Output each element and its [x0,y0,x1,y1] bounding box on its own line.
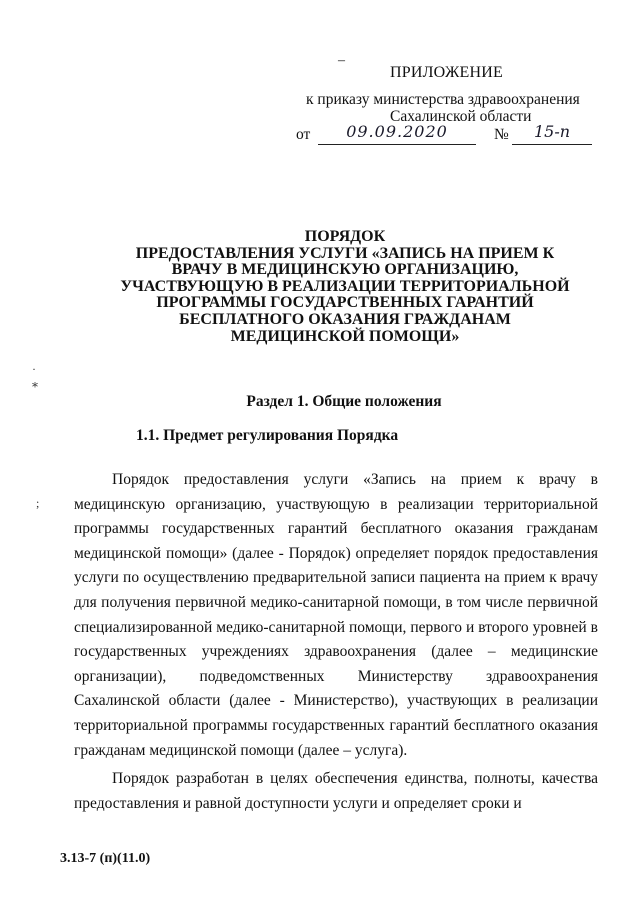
scan-speck: ; [36,496,40,510]
title-line: ВРАЧУ В МЕДИЦИНСКУЮ ОРГАНИЗАЦИЮ, [171,261,519,279]
title-line: МЕДИЦИНСКОЙ ПОМОЩИ» [230,327,460,345]
appendix-region-line: Сахалинской области [390,108,532,125]
order-date-handwritten: 09.09.2020 [318,122,476,145]
appendix-reference-line: к приказу министерства здравоохранения [306,91,580,108]
document-code: 3.13-7 (п)(11.0) [60,851,151,866]
body-text [74,468,598,816]
subsection-heading: 1.1. Предмет регулирования Порядка [136,427,399,444]
scan-speck: ⁎ [32,376,38,390]
title-line: БЕСПЛАТНОГО ОКАЗАНИЯ ГРАЖДАНАМ [179,310,511,328]
order-number-handwritten: 15-п [512,122,592,145]
from-label: от [296,126,311,143]
header-dash: – [338,53,345,68]
title-line: ПРОГРАММЫ ГОСУДАРСТВЕННЫХ ГАРАНТИЙ [156,294,534,312]
title-line: ПРЕДОСТАВЛЕНИЯ УСЛУГИ «ЗАПИСЬ НА ПРИЕМ К [135,244,555,262]
scan-speck: · [32,362,36,376]
number-label: № [494,126,509,143]
body-paragraph: Порядок разработан в целях обеспечения единства, полноты, качества предоставления и равной доступности услуги и определяет сроки и [74,770,598,812]
appendix-title: ПРИЛОЖЕНИЕ [390,64,504,81]
title-line: УЧАСТВУЮЩУЮ В РЕАЛИЗАЦИИ ТЕРРИТОРИАЛЬНОЙ [120,277,570,295]
order-date-number-row [296,122,596,150]
section-heading: Раздел 1. Общие положения [246,393,442,410]
document-title [100,229,590,345]
title-line: ПОРЯДОК [304,228,386,245]
body-paragraph: Порядок предоставления услуги «Запись на прием к врачу в медицинскую организацию, участвующую в реализации территориальной программы государственных гарантий бесплатного оказания гражданам медицинской помощи» (далее - Порядок) определяет порядок предоставления услуги по осуществлению предварительной записи пациента на прием к врачу для получения первичной медико-санитарной помощи, в том числе первичной специализированной медико-санитарной помощи, первого и второго уровней в государственных учреждениях здравоохранения (далее – медицинские организации), подведомственных Министерству здравоохранения Сахалинской области (далее - Министерство), участвующих в реализации территориальной программы государственных гарантий бесплатного оказания гражданам медицинской помощи (далее – услуга). [74,471,598,759]
